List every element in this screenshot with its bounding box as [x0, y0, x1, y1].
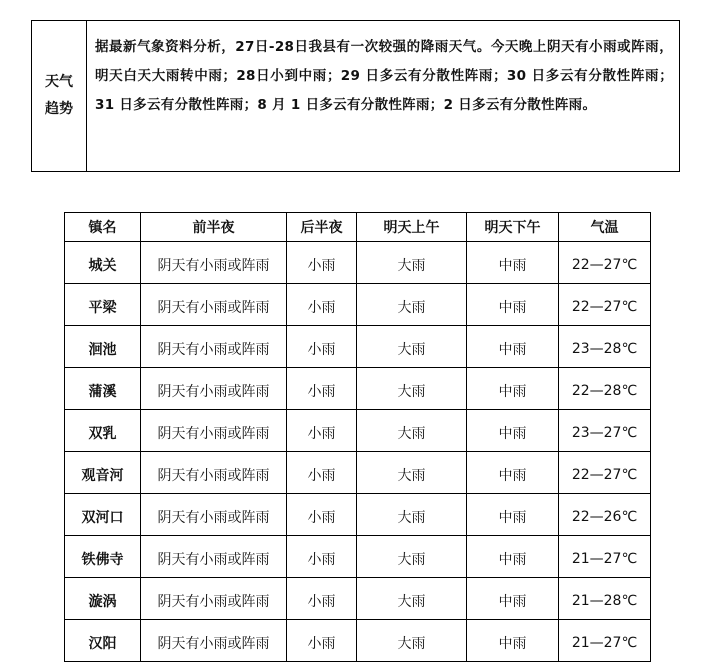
- front-night-weather: 阴天有小雨或阵雨: [141, 452, 287, 494]
- tomorrow-pm-weather: 中雨: [467, 578, 559, 620]
- front-night-weather: 阴天有小雨或阵雨: [141, 620, 287, 662]
- table-header-row: [65, 213, 651, 242]
- tomorrow-pm-weather: 中雨: [467, 242, 559, 284]
- temperature-range: 23—28℃: [559, 326, 651, 368]
- temperature-range: 21—27℃: [559, 620, 651, 662]
- tomorrow-am-weather: 大雨: [357, 452, 467, 494]
- trend-label-line1: 天气: [45, 74, 73, 90]
- tomorrow-pm-weather: 中雨: [467, 368, 559, 410]
- front-night-weather: 阴天有小雨或阵雨: [141, 494, 287, 536]
- weather-trend-box: [31, 20, 680, 172]
- header-tomorrow-am: 明天上午: [357, 213, 467, 242]
- temperature-range: 22—26℃: [559, 494, 651, 536]
- back-night-weather: 小雨: [287, 452, 357, 494]
- table-row: [65, 494, 651, 536]
- front-night-weather: 阴天有小雨或阵雨: [141, 242, 287, 284]
- trend-label-line2: 趋势: [45, 101, 73, 117]
- town-name: 观音河: [65, 452, 141, 494]
- temperature-range: 22—27℃: [559, 242, 651, 284]
- weather-trend-label: [32, 21, 87, 171]
- tomorrow-pm-weather: 中雨: [467, 536, 559, 578]
- header-tomorrow-pm: 明天下午: [467, 213, 559, 242]
- tomorrow-am-weather: 大雨: [357, 578, 467, 620]
- temperature-range: 23—27℃: [559, 410, 651, 452]
- back-night-weather: 小雨: [287, 620, 357, 662]
- back-night-weather: 小雨: [287, 326, 357, 368]
- tomorrow-am-weather: 大雨: [357, 368, 467, 410]
- front-night-weather: 阴天有小雨或阵雨: [141, 284, 287, 326]
- back-night-weather: 小雨: [287, 284, 357, 326]
- town-name: 铁佛寺: [65, 536, 141, 578]
- temperature-range: 21—28℃: [559, 578, 651, 620]
- table-row: [65, 326, 651, 368]
- tomorrow-pm-weather: 中雨: [467, 494, 559, 536]
- tomorrow-pm-weather: 中雨: [467, 326, 559, 368]
- town-name: 双河口: [65, 494, 141, 536]
- town-name: 双乳: [65, 410, 141, 452]
- tomorrow-am-weather: 大雨: [357, 242, 467, 284]
- town-name: 城关: [65, 242, 141, 284]
- town-name: 汉阳: [65, 620, 141, 662]
- tomorrow-am-weather: 大雨: [357, 494, 467, 536]
- tomorrow-pm-weather: 中雨: [467, 284, 559, 326]
- front-night-weather: 阴天有小雨或阵雨: [141, 326, 287, 368]
- town-name: 平梁: [65, 284, 141, 326]
- temperature-range: 21—27℃: [559, 536, 651, 578]
- header-town: 镇名: [65, 213, 141, 242]
- tomorrow-pm-weather: 中雨: [467, 620, 559, 662]
- back-night-weather: 小雨: [287, 410, 357, 452]
- table-row: [65, 410, 651, 452]
- header-temperature: 气温: [559, 213, 651, 242]
- header-front-night: 前半夜: [141, 213, 287, 242]
- front-night-weather: 阴天有小雨或阵雨: [141, 578, 287, 620]
- town-forecast-table: [64, 212, 651, 662]
- temperature-range: 22—27℃: [559, 452, 651, 494]
- front-night-weather: 阴天有小雨或阵雨: [141, 368, 287, 410]
- town-name: 漩涡: [65, 578, 141, 620]
- tomorrow-am-weather: 大雨: [357, 536, 467, 578]
- back-night-weather: 小雨: [287, 368, 357, 410]
- table-row: [65, 452, 651, 494]
- table-body: [65, 242, 651, 662]
- tomorrow-pm-weather: 中雨: [467, 410, 559, 452]
- back-night-weather: 小雨: [287, 578, 357, 620]
- temperature-range: 22—27℃: [559, 284, 651, 326]
- back-night-weather: 小雨: [287, 494, 357, 536]
- table-row: [65, 242, 651, 284]
- table-row: [65, 536, 651, 578]
- weather-trend-text: 据最新气象资料分析，27日-28日我县有一次较强的降雨天气。今天晚上阴天有小雨或阵雨，明天白天大雨转中雨；28日小到中雨；29 日多云有分散性阵雨；30 日多云有分散性阵雨；31 日多云有分散性阵雨；8 月 1 日多云有分散性阵雨；2 日多云有分散性阵雨。: [95, 39, 673, 113]
- table-row: [65, 620, 651, 662]
- tomorrow-am-weather: 大雨: [357, 284, 467, 326]
- tomorrow-pm-weather: 中雨: [467, 452, 559, 494]
- back-night-weather: 小雨: [287, 536, 357, 578]
- tomorrow-am-weather: 大雨: [357, 620, 467, 662]
- front-night-weather: 阴天有小雨或阵雨: [141, 410, 287, 452]
- table-row: [65, 284, 651, 326]
- header-back-night: 后半夜: [287, 213, 357, 242]
- back-night-weather: 小雨: [287, 242, 357, 284]
- town-name: 蒲溪: [65, 368, 141, 410]
- temperature-range: 22—28℃: [559, 368, 651, 410]
- table-row: [65, 368, 651, 410]
- tomorrow-am-weather: 大雨: [357, 410, 467, 452]
- front-night-weather: 阴天有小雨或阵雨: [141, 536, 287, 578]
- table-row: [65, 578, 651, 620]
- town-name: 洄池: [65, 326, 141, 368]
- tomorrow-am-weather: 大雨: [357, 326, 467, 368]
